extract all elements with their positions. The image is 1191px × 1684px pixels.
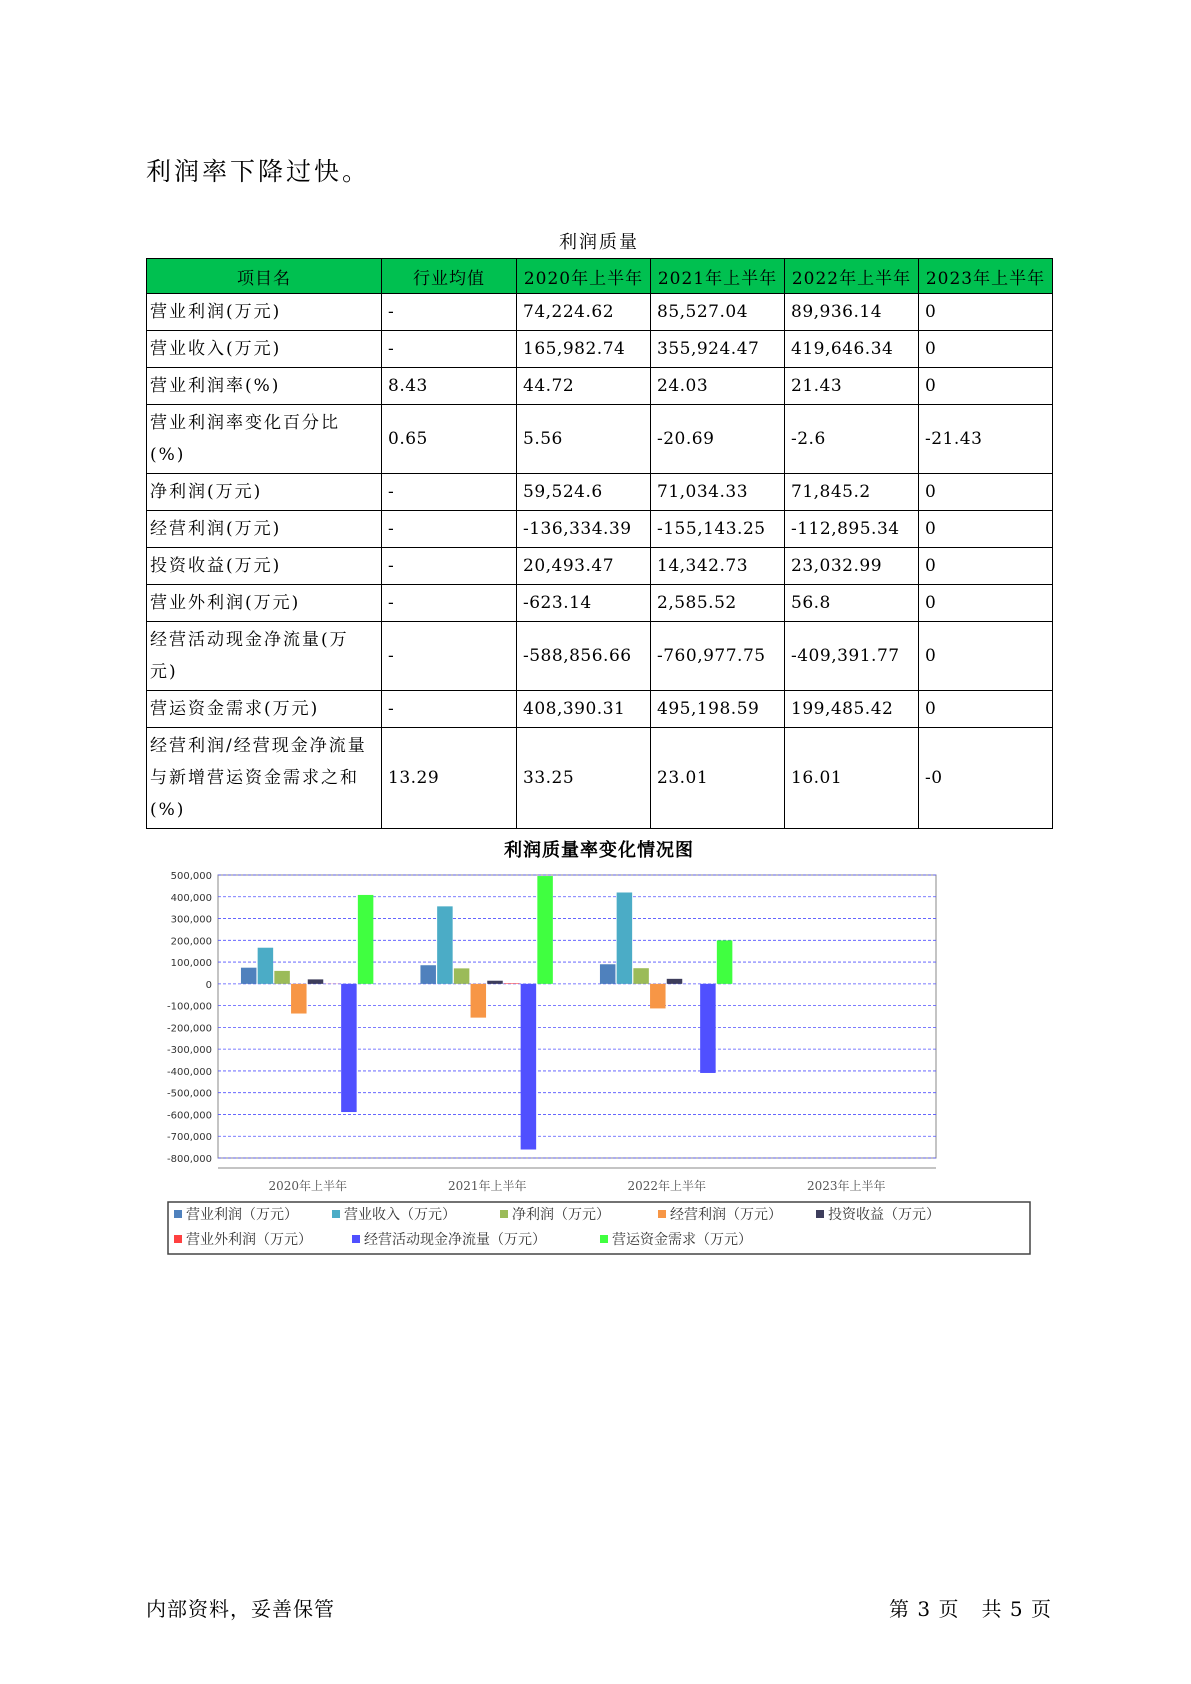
- table-cell: 85,527.04: [651, 294, 785, 331]
- table-row: [147, 331, 1053, 368]
- table-cell: -760,977.75: [651, 622, 785, 691]
- table-cell: 33.25: [517, 728, 651, 829]
- table-cell: -: [382, 474, 517, 511]
- header-item-name: 项目名: [147, 259, 382, 294]
- x-tick-label: 2023年上半年: [806, 1179, 886, 1193]
- y-tick-label: 0: [205, 979, 212, 991]
- legend-swatch: [174, 1235, 182, 1243]
- table-cell: 0.65: [382, 405, 517, 474]
- table-cell: 5.56: [517, 405, 651, 474]
- table-cell: 71,845.2: [785, 474, 919, 511]
- x-tick-label: 2020年上半年: [268, 1179, 348, 1193]
- legend-swatch: [816, 1210, 824, 1218]
- legend-label: 经营利润（万元）: [670, 1207, 782, 1223]
- row-label: 经营利润(万元): [147, 511, 382, 548]
- table-cell: 13.29: [382, 728, 517, 829]
- header-2020h1: 2020年上半年: [517, 259, 651, 294]
- table-row: [147, 474, 1053, 511]
- x-tick-label: 2022年上半年: [627, 1179, 707, 1193]
- y-tick-label: -300,000: [167, 1045, 212, 1057]
- table-cell: -: [382, 331, 517, 368]
- bar: [633, 968, 649, 984]
- row-label: 经营利润/经营现金净流量与新增营运资金需求之和(%): [147, 728, 382, 829]
- table-cell: 23.01: [651, 728, 785, 829]
- table-cell: -112,895.34: [785, 511, 919, 548]
- table-cell: 495,198.59: [651, 691, 785, 728]
- y-tick-label: 500,000: [170, 871, 212, 882]
- table-header-row: [147, 259, 1053, 294]
- row-label: 净利润(万元): [147, 474, 382, 511]
- table-cell: 24.03: [651, 368, 785, 405]
- bar: [471, 984, 487, 1018]
- table-cell: -20.69: [651, 405, 785, 474]
- header-2021h1: 2021年上半年: [651, 259, 785, 294]
- bar: [291, 984, 307, 1014]
- table-cell: 419,646.34: [785, 331, 919, 368]
- bar: [617, 892, 633, 983]
- table-cell: 0: [919, 585, 1053, 622]
- table-row: [147, 405, 1053, 474]
- table-cell: 20,493.47: [517, 548, 651, 585]
- y-tick-label: 100,000: [170, 958, 212, 970]
- table-body: [147, 294, 1053, 829]
- table-cell: -623.14: [517, 585, 651, 622]
- bar: [537, 876, 553, 984]
- table-caption: 利润质量: [559, 232, 639, 253]
- row-label: 营业收入(万元): [147, 331, 382, 368]
- bar: [650, 984, 666, 1009]
- y-tick-label: 300,000: [170, 914, 212, 926]
- y-tick-label: -100,000: [167, 1001, 212, 1013]
- table-cell: 0: [919, 331, 1053, 368]
- profit-quality-bar-chart: [160, 870, 1040, 1290]
- legend-swatch: [332, 1210, 340, 1218]
- bar: [487, 981, 503, 984]
- table-row: [147, 622, 1053, 691]
- bar: [717, 940, 733, 983]
- row-label: 营业外利润(万元): [147, 585, 382, 622]
- table-cell: 89,936.14: [785, 294, 919, 331]
- table-cell: 56.8: [785, 585, 919, 622]
- table-cell: 355,924.47: [651, 331, 785, 368]
- bar: [341, 984, 357, 1112]
- bar: [420, 965, 436, 984]
- table-cell: 0: [919, 548, 1053, 585]
- row-label: 营业利润率(%): [147, 368, 382, 405]
- footer-confidential-note: 内部资料，妥善保管: [146, 1597, 335, 1621]
- x-tick-label: 2021年上半年: [447, 1179, 527, 1193]
- table-row: [147, 511, 1053, 548]
- table-cell: -136,334.39: [517, 511, 651, 548]
- bar: [241, 968, 257, 984]
- table-cell: 408,390.31: [517, 691, 651, 728]
- table-row: [147, 368, 1053, 405]
- table-cell: 199,485.42: [785, 691, 919, 728]
- y-tick-label: -800,000: [167, 1154, 212, 1165]
- chart-title: 利润质量率变化情况图: [504, 840, 694, 861]
- legend-swatch: [658, 1210, 666, 1218]
- table-cell: 2,585.52: [651, 585, 785, 622]
- intro-text: 利润率下降过快。: [146, 157, 371, 186]
- header-2022h1: 2022年上半年: [785, 259, 919, 294]
- y-tick-label: -500,000: [167, 1088, 212, 1100]
- legend-label: 净利润（万元）: [512, 1207, 610, 1223]
- legend-label: 营业利润（万元）: [186, 1207, 298, 1223]
- table-cell: 0: [919, 511, 1053, 548]
- table-cell: -: [382, 548, 517, 585]
- bar: [521, 984, 537, 1150]
- legend-label: 营业收入（万元）: [344, 1207, 456, 1223]
- bar: [258, 948, 274, 984]
- legend-swatch: [174, 1210, 182, 1218]
- table-cell: -588,856.66: [517, 622, 651, 691]
- profit-quality-table: [146, 258, 1053, 829]
- table-row: [147, 294, 1053, 331]
- table-cell: 44.72: [517, 368, 651, 405]
- y-tick-label: 200,000: [170, 936, 212, 948]
- header-2023h1: 2023年上半年: [919, 259, 1053, 294]
- table-row: [147, 691, 1053, 728]
- bar: [274, 971, 290, 984]
- bar: [437, 906, 453, 983]
- table-row: [147, 728, 1053, 829]
- table-cell: -: [382, 585, 517, 622]
- table-cell: 165,982.74: [517, 331, 651, 368]
- footer-page-number: 第 3 页 共 5 页: [889, 1597, 1052, 1621]
- plot-area: [218, 875, 936, 1158]
- table-cell: 8.43: [382, 368, 517, 405]
- table-cell: -: [382, 294, 517, 331]
- legend-label: 营运资金需求（万元）: [612, 1232, 752, 1248]
- row-label: 营运资金需求(万元): [147, 691, 382, 728]
- table-cell: -: [382, 691, 517, 728]
- table-cell: 0: [919, 474, 1053, 511]
- legend-label: 营业外利润（万元）: [186, 1232, 312, 1248]
- row-label: 经营活动现金净流量(万元): [147, 622, 382, 691]
- y-tick-label: -200,000: [167, 1023, 212, 1035]
- table-cell: 0: [919, 368, 1053, 405]
- y-tick-label: 400,000: [170, 892, 212, 904]
- legend-swatch: [600, 1235, 608, 1243]
- table-cell: -21.43: [919, 405, 1053, 474]
- table-row: [147, 548, 1053, 585]
- legend-swatch: [500, 1210, 508, 1218]
- table-cell: 0: [919, 294, 1053, 331]
- table-cell: 16.01: [785, 728, 919, 829]
- bar: [308, 979, 324, 983]
- row-label: 营业利润(万元): [147, 294, 382, 331]
- table-cell: 0: [919, 622, 1053, 691]
- bar: [700, 984, 716, 1073]
- row-label: 营业利润率变化百分比(%): [147, 405, 382, 474]
- y-tick-label: -400,000: [167, 1066, 212, 1078]
- legend-label: 经营活动现金净流量（万元）: [364, 1232, 546, 1248]
- table-cell: -: [382, 511, 517, 548]
- legend-label: 投资收益（万元）: [828, 1207, 940, 1223]
- header-industry-average: 行业均值: [382, 259, 517, 294]
- bar: [667, 979, 683, 984]
- table-cell: 14,342.73: [651, 548, 785, 585]
- table-cell: -409,391.77: [785, 622, 919, 691]
- table-cell: 0: [919, 691, 1053, 728]
- table-cell: -155,143.25: [651, 511, 785, 548]
- table-cell: -: [382, 622, 517, 691]
- table-row: [147, 585, 1053, 622]
- table-cell: -0: [919, 728, 1053, 829]
- y-tick-label: -700,000: [167, 1132, 212, 1144]
- row-label: 投资收益(万元): [147, 548, 382, 585]
- bar: [504, 983, 520, 984]
- table-cell: -2.6: [785, 405, 919, 474]
- table-cell: 74,224.62: [517, 294, 651, 331]
- table-cell: 21.43: [785, 368, 919, 405]
- legend-swatch: [352, 1235, 360, 1243]
- y-tick-label: -600,000: [167, 1110, 212, 1122]
- table-cell: 71,034.33: [651, 474, 785, 511]
- bar: [600, 964, 616, 984]
- bar: [454, 968, 470, 983]
- table-cell: 23,032.99: [785, 548, 919, 585]
- table-cell: 59,524.6: [517, 474, 651, 511]
- bar: [358, 895, 374, 984]
